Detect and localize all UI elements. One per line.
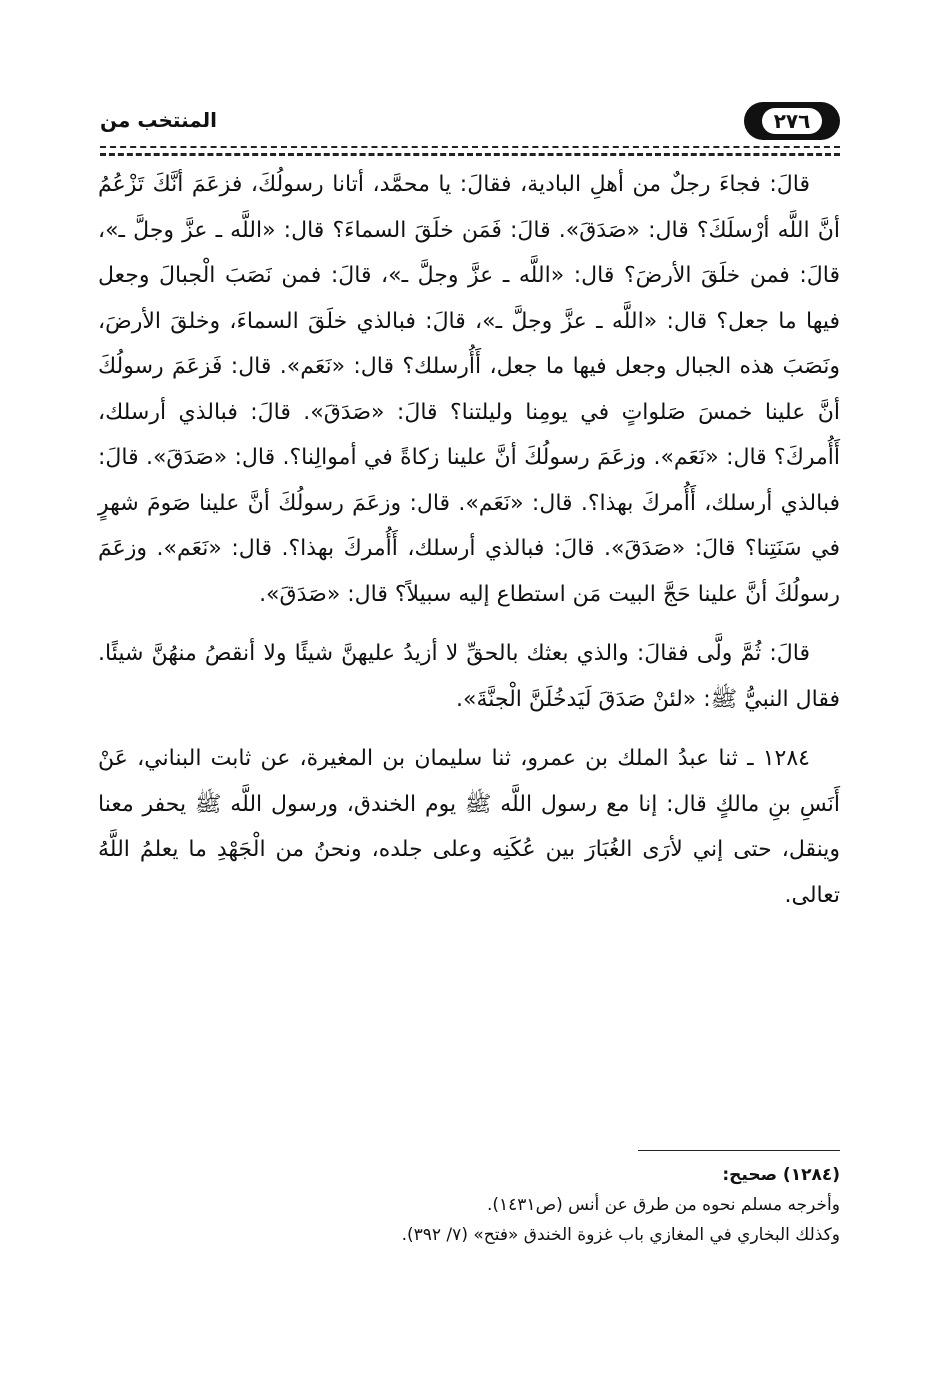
paragraph: قالَ: فجاءَ رجلٌ من أهلِ البادية، فقالَ: يا محمَّد، أتانا رسولُكَ، فزعَمَ أنَّكَ تَزْعُمُ أنَّ اللَّه أرْسلَكَ؟ قال: «صَدَقَ». قالَ: فَمَن خلَقَ السماءَ؟ قال: «اللَّه ـ عزَّ وجلَّ ـ»، قالَ: فمن خلَقَ الأرضَ؟ قال: «اللَّه ـ عزَّ وجلَّ ـ»، قالَ: فمن نَصَبَ الْجبالَ وجعل فيها ما جعل؟ قال: «اللَّه ـ عزَّ وجلَّ ـ»، قالَ: فبالذي خلَقَ السماءَ، وخلقَ الأرضَ، ونَصَبَ هذه الجبال وجعل فيها ما جعل، أَأُرسلك؟ قال: «نَعَم». قال: فَزعَمَ رسولُكَ أنَّ علينا خمسَ صَلواتٍ في يومِنا وليلتنا؟ قالَ: «صَدَقَ». قالَ: فبالذي أرسلك، أَأُمركَ؟ قال: «نَعَم». وزعَمَ رسولُكَ أنَّ علينا زكاةً في أموالِنا؟. قال: «صَدَقَ». قالَ: فبالذي أرسلك، أَأُمركَ بهذا؟. قال: «نَعَم». قال: وزعَمَ رسولُكَ أنَّ علينا صَومَ شهرٍ في سَنَتِنا؟ قالَ: «صَدَقَ». قالَ: فبالذي أرسلك، أَأُمركَ بهذا؟. قال: «نَعَم». وزعَمَ رسولُكَ أنَّ علينا حَجَّ البيت مَن استطاع إليه سبيلاً؟ قال: «صَدَقَ». [98, 172, 840, 607]
header-divider [100, 146, 840, 156]
footnote-line: وكذلك البخاري في المغازي باب غزوة الخندق «فتح» (٧/ ٣٩٢). [401, 1225, 840, 1245]
main-text [98, 162, 840, 918]
hadith-1284: ١٢٨٤ ـ ثنا عبدُ الملك بن عمرو، ثنا سليمان بن المغيرة، عن ثابت البناني، عَنْ أَنَسِ بنِ مالكٍ قال: إنا مع رسول اللَّه ﷺ يوم الخندق، ورسول اللَّه ﷺ يحفر معنا وينقل، حتى إني لأرَى الغُبَارَ بين عُكَنِه وعلى جلده، ونحنُ من الْجَهْدِ ما يعلمُ اللَّهُ تعالى. [98, 746, 840, 908]
page-number-badge [744, 102, 840, 140]
running-title: المنتخب من [100, 108, 218, 132]
footnote-divider [638, 1150, 840, 1151]
page-number: ٢٧٦ [762, 108, 823, 134]
page-header [100, 98, 840, 142]
footnote-line: وأخرجه مسلم نحوه من طرق عن أنس (ص١٤٣١). [486, 1195, 840, 1215]
paragraph: قالَ: ثُمَّ ولَّى فقالَ: والذي بعثك بالحقِّ لا أزيدُ عليهنَّ شيئًا ولا أنقصُ منهُنَّ شيئًا. فقال النبيُّ ﷺ: «لئنْ صَدَقَ لَيَدخُلَنَّ الْجنَّةَ». [98, 641, 840, 712]
footnote-heading: (١٢٨٤) صحيح: [722, 1165, 840, 1185]
footnotes [240, 1160, 840, 1250]
